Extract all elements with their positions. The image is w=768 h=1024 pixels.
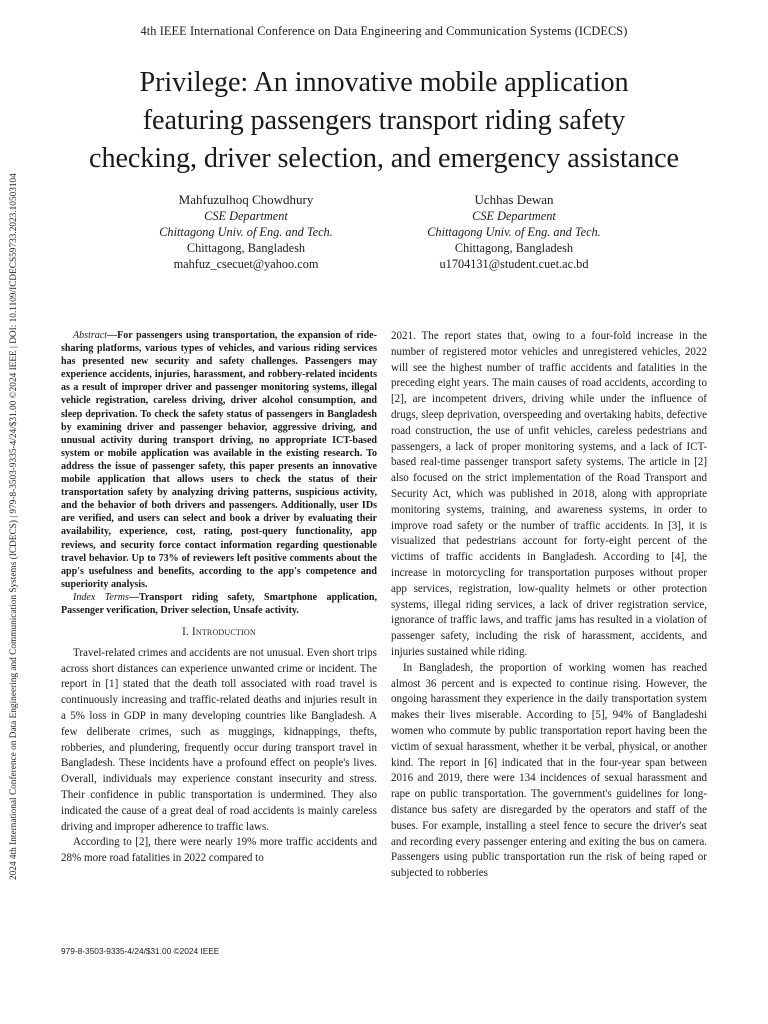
author-location: Chittagong, Bangladesh [186,241,306,255]
author-block-2 [364,192,664,272]
author-block-1 [96,192,396,272]
section-title: Introduction [191,626,256,639]
title-line: Privilege: An innovative mobile application [139,67,629,98]
index-terms-text: Transport riding safety, Smartphone application, Passenger verification, Driver selection, Unsafe activity. [61,591,377,616]
abstract-label: Abstract [73,330,108,341]
abstract: Abstract—For passengers using transportation, the expansion of ride-sharing platforms, various types of vehicles, and various riding services has presented new security and safety challenges. Passengers may experience accidents, injuries, harassment, and robbery-related incidents as a result of improper driver and passenger monitoring systems, illegal vehicle registration, careless driving, driver alcohol consumption, and sleep deprivation. To check the safety status of passengers in Bangladesh by examining driver and passenger behavior, aggressive driving, and unusual activity during transport driving, no appropriate ICT-based system or mobile application was available in the existing research. To address the issue of passenger safety, this paper presents an innovative mobile application that allows users to check the status of their transportation safety by analyzing driving patterns, suspicious activity, and the behavior of both drivers and passengers. Additionally, user IDs are verified, and users can select and book a driver by evaluating their availability, experience, cost, rating, post-query functionality, app reviews, and security force contact information regarding questionable travel behavior. Up to 73% of reviewers left positive comments about the app's usefulness and benefits, according to the app's competence and superiority analysis. [61,330,377,590]
body-paragraph: In Bangladesh, the proportion of working women has reached almost 36 percent and is expected to continue rising. However, the ongoing harassment they experience in the daily transportation system makes their lives miserable. According to [5], 94% of Bangladeshi women who commute by public transportation report having been the victim of sexual harassment, whether it be verbal, physical, or another kind. The report in [6] indicated that in the four-year span between 2016 and 2019, there were 134 incidences of sexual harassment and rape on public transportation. The government's guidelines for long-distance bus safety are disregarded by the operators and staff of the buses. For example, installing a steel fence to secure the driver's seat and recording every passenger entering and exiting the bus on camera. Passengers using public transportation run the risk of being raped or subjected to robberies [391,661,707,880]
right-column [391,329,707,882]
author-department: CSE Department [472,209,556,223]
author-university: Chittagong Univ. of Eng. and Tech. [427,225,601,239]
abstract-text: For passengers using transportation, the expansion of ride-sharing platforms, various types of vehicles, and various riding services has presented new security and safety challenges. Passengers may experience accidents, injuries, harassment, and robbery-related incidents as a result of improper driver and passenger monitoring systems, illegal vehicle registration, careless driving, driver alcohol consumption, and sleep deprivation. To check the safety status of passengers in Bangladesh by examining driver and passenger behavior, aggressive driving, and unusual activity during transport driving, no appropriate ICT-based system or mobile application was available in the existing research. To address the issue of passenger safety, this paper presents an innovative mobile application that allows users to check the status of their transportation safety by analyzing driving patterns, suspicious activity, and the behavior of both drivers and passengers. Additionally, user IDs are verified, and users can select and book a driver by evaluating their availability, experience, cost, rating, post-query functionality, app reviews, and security force contact information regarding questionable travel behavior. Up to 73% of reviewers left positive comments about the app's usefulness and benefits, according to the app's competence and superiority analysis. [61,330,377,590]
index-terms: Index Terms—Transport riding safety, Smartphone application, Passenger verification, Driver selection, Unsafe activity. [61,591,377,616]
left-column [61,329,377,867]
index-terms-label: Index Terms [73,591,129,603]
conference-header: 4th IEEE International Conference on Data Engineering and Communication Systems (ICDECS) [140,24,628,38]
author-university: Chittagong Univ. of Eng. and Tech. [159,225,333,239]
body-paragraph: Travel-related crimes and accidents are not unusual. Even short trips across short distances can experience unwanted crime or incident. The report in [1] stated that the death toll associated with road travel is continuously increasing and traffic-related deaths and injuries result in a 5% loss in GDP in many developing countries like Bangladesh. A few deliberate crimes, such as muggings, kidnappings, thefts, robberies, and plundering, frequently occur during transport travel in Bangladesh. These incidents have a profound effect on people's lives. Overall, individuals may experience constant insecurity and stress. Their confidence in public transportation is undermined. They also indicated the cause of a great deal of road accidents is mainly careless driving and improper adherence to traffic laws. [61,646,377,833]
author-name: Uchhas Dewan [474,192,554,207]
body-paragraph: According to [2], there were nearly 19% more traffic accidents and 28% more road fatalities in 2022 compared to [61,836,377,865]
copyright-footer: 979-8-3503-9335-4/24/$31.00 ©2024 IEEE [61,946,220,956]
title-line: checking, driver selection, and emergency assistance [89,143,679,174]
author-email[interactable]: u1704131@student.cuet.ac.bd [439,257,589,271]
author-department: CSE Department [204,209,288,223]
section-heading [61,625,377,641]
author-email[interactable]: mahfuz_csecuet@yahoo.com [173,257,319,271]
body-paragraph: 2021. The report states that, owing to a four-fold increase in the number of registered motor vehicles and unregistered vehicles, 2022 will see the highest number of traffic accidents and fatalities in the preceding eight years. The main causes of road accidents, according to [2], are incompetent drivers, driving while under the influence of drugs, sleep deprivation, overspeeding and overtaking habits, defective road construction, the use of unfit vehicles, careless pedestrians and passengers, a lack of proper monitoring systems, and a lack of ICT-based real-time passenger transport safety systems. The article in [2] also focused on the strict implementation of the Road Transport and Security Act, which was published in 2018, along with appropriate monitoring systems, training, and awareness systems, in order to improve road safety or the number of traffic accidents. In [3], it is visualized that pedestrians account for forty-eight percent of the victims of traffic accidents in Bangladesh. According to [4], the increase in motorcycling for transportation purposes without proper app services, registration, low-quality helmets or other protection systems, illegal riding services, a lack of driver registration service, ignorance of traffic laws, and traffic jams has resulted in a violation of passenger safety, including the risk of harassment, accidents, and injuries sustained while riding. [391,330,707,658]
title-line: featuring passengers transport riding safety [142,105,626,136]
doi-side-identifier: 2024 4th International Conference on Data Engineering and Communication Systems (ICDECS) | 979-8-3503-9335-4/24/$31.00 ©2024 IEEE | DOI: 10.1109/ICDECS59733.2023.10503104 [9,173,19,880]
paper-title [40,64,728,178]
author-name: Mahfuzulhoq Chowdhury [178,192,314,207]
section-number: I. [182,626,189,639]
author-location: Chittagong, Bangladesh [454,241,574,255]
